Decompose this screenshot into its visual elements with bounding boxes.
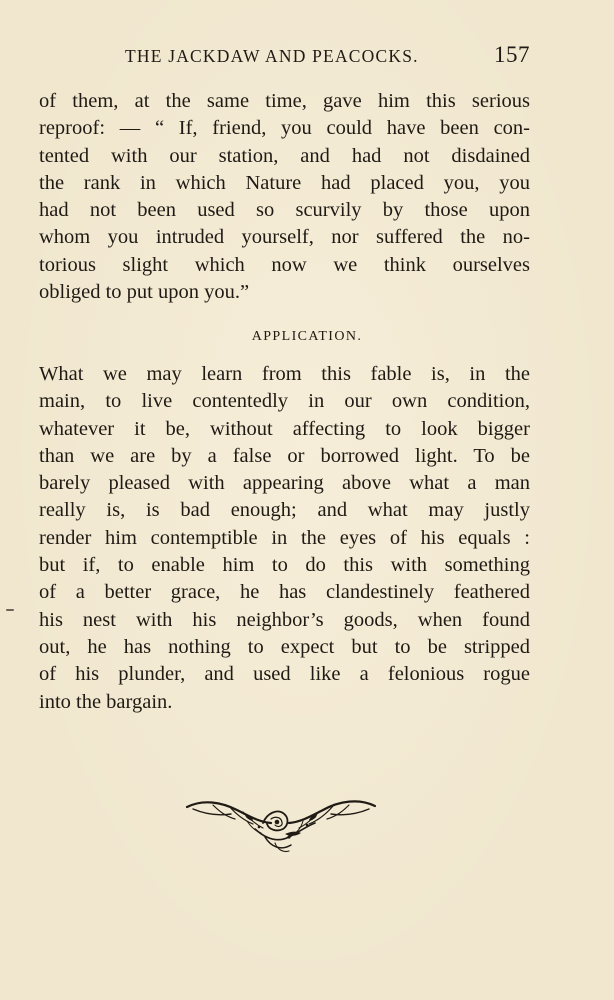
text-line: render him contemptible in the eyes of his equals : xyxy=(39,526,530,549)
text-line: the rank in which Nature had placed you, you xyxy=(39,171,530,194)
text-line: really is, is bad enough; and what may justly xyxy=(39,499,530,522)
text-line: obliged to put upon you.” xyxy=(39,281,250,304)
text-line: main, to live contentedly in our own condition, xyxy=(39,390,530,413)
text-line: barely pleased with appearing above what a man xyxy=(39,472,530,495)
text-line: What we may learn from this fable is, in the xyxy=(39,363,530,385)
continuation-paragraph xyxy=(39,88,530,306)
text-line: into the bargain. xyxy=(39,690,173,713)
application-paragraph xyxy=(39,361,530,716)
text-line: whatever it be, without affecting to look bigger xyxy=(39,417,530,440)
text-line: whom you intruded yourself, nor suffered the no- xyxy=(39,226,530,249)
text-line: torious slight which now we think ourselves xyxy=(39,253,530,276)
margin-mark xyxy=(6,609,14,611)
running-head xyxy=(39,42,531,70)
section-heading: APPLICATION. xyxy=(251,329,363,344)
page-number: 157 xyxy=(494,42,530,67)
text-line: of his plunder, and used like a felonious rogue xyxy=(39,663,530,686)
text-line: out, he has nothing to expect but to be stripped xyxy=(39,635,530,658)
running-title: THE JACKDAW AND PEACOCKS. xyxy=(125,46,419,66)
text-line: than we are by a false or borrowed light. To be xyxy=(39,444,530,467)
ornamental-flourish-icon xyxy=(185,793,377,855)
text-line: reproof: — “ If, friend, you could have been con- xyxy=(39,117,530,140)
text-line: had not been used so scurvily by those upon xyxy=(39,199,530,222)
text-line: his nest with his neighbor’s goods, when found xyxy=(39,608,530,631)
text-line: but if, to enable him to do this with something xyxy=(39,554,530,577)
text-line: of them, at the same time, gave him this serious xyxy=(39,90,530,112)
text-line: of a better grace, he has clandestinely feathered xyxy=(39,581,530,604)
text-line: tented with our station, and had not disdained xyxy=(39,144,530,167)
